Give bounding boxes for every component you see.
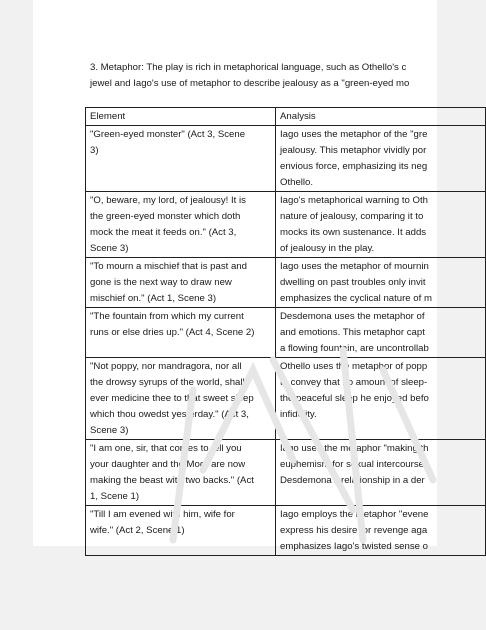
analysis-cell-line: Iago uses the metaphor of the "gre — [280, 129, 428, 140]
element-cell-line: "Not poppy, nor mandragora, nor all — [90, 361, 242, 372]
header-element: Element — [86, 108, 276, 126]
analysis-cell-line: of jealousy in the play. — [280, 243, 375, 254]
table-row — [86, 358, 486, 440]
table-row — [86, 258, 486, 308]
analysis-cell-line: Iago uses the metaphor of mournin — [280, 261, 429, 272]
document-page — [33, 0, 437, 552]
table-row — [86, 440, 486, 506]
element-cell-line: "I am one, sir, that comes to tell you — [90, 443, 242, 454]
analysis-cell-line: jealousy. This metaphor vividly por — [280, 145, 427, 156]
analysis-cell — [276, 358, 486, 440]
element-cell — [86, 358, 276, 440]
analysis-cell — [276, 126, 486, 192]
table-row — [86, 506, 486, 556]
analysis-cell-line: emphasizes Iago's twisted sense o — [280, 541, 428, 552]
element-cell-line: your daughter and the Moor are now — [90, 459, 246, 470]
element-cell-line: "To mourn a mischief that is past and — [90, 261, 247, 272]
analysis-cell-line: to convey that no amount of sleep- — [280, 377, 428, 388]
analysis-cell-line: Iago employs the metaphor "evene — [280, 509, 429, 520]
analysis-cell-line: Desdemona uses the metaphor of — [280, 311, 425, 322]
element-cell-line: "Green-eyed monster" (Act 3, Scene — [90, 129, 246, 140]
table-header-row — [86, 108, 486, 126]
analysis-cell-line: infidelity. — [280, 409, 317, 420]
element-cell — [86, 440, 276, 506]
analysis-cell — [276, 192, 486, 258]
intro-line: 3. Metaphor: The play is rich in metaphorical language, such as Othello's c — [90, 62, 407, 73]
element-cell-line: mock the meat it feeds on." (Act 3, — [90, 227, 237, 238]
element-cell-line: "The fountain from which my current — [90, 311, 244, 322]
intro-paragraph — [90, 60, 450, 92]
intro-line: jewel and Iago's use of metaphor to describe jealousy as a "green-eyed mo — [90, 78, 410, 89]
analysis-cell-line: the peaceful sleep he enjoyed befo — [280, 393, 429, 404]
element-cell-line: 1, Scene 1) — [90, 491, 140, 502]
analysis-cell-line: Iago's metaphorical warning to Oth — [280, 195, 428, 206]
analysis-cell-line: mocks its own sustenance. It adds — [280, 227, 427, 238]
analysis-cell-line: a flowing fountain, are uncontrollab — [280, 343, 429, 354]
analysis-cell — [276, 258, 486, 308]
table-row — [86, 126, 486, 192]
element-cell-line: Scene 3) — [90, 425, 129, 436]
element-cell-line: the green-eyed monster which doth — [90, 211, 241, 222]
table-row — [86, 308, 486, 358]
element-cell-line: which thou owedst yesterday." (Act 3, — [90, 409, 249, 420]
analysis-cell-line: nature of jealousy, comparing it to — [280, 211, 424, 222]
element-cell-line: wife." (Act 2, Scene 1) — [90, 525, 185, 536]
analysis-cell-line: Othello. — [280, 177, 314, 188]
element-cell-line: making the beast with two backs." (Act — [90, 475, 254, 486]
element-cell-line: Scene 3) — [90, 243, 129, 254]
element-cell — [86, 308, 276, 358]
element-cell-line: 3) — [90, 145, 99, 156]
element-cell — [86, 126, 276, 192]
analysis-cell — [276, 308, 486, 358]
element-cell-line: "Till I am evened with him, wife for — [90, 509, 235, 520]
element-cell-line: ever medicine thee to that sweet sleep — [90, 393, 254, 404]
metaphor-table-container — [85, 107, 485, 556]
element-cell-line: "O, beware, my lord, of jealousy! It is — [90, 195, 246, 206]
metaphor-table — [85, 107, 486, 556]
analysis-cell-line: and emotions. This metaphor capt — [280, 327, 425, 338]
table-row — [86, 192, 486, 258]
analysis-cell-line: dwelling on past troubles only invit — [280, 277, 426, 288]
element-cell-line: gone is the next way to draw new — [90, 277, 232, 288]
analysis-cell — [276, 440, 486, 506]
element-cell — [86, 258, 276, 308]
analysis-cell-line: envious force, emphasizing its neg — [280, 161, 428, 172]
element-cell-line: the drowsy syrups of the world, shall — [90, 377, 245, 388]
analysis-cell-line: Othello uses the metaphor of popp — [280, 361, 428, 372]
analysis-cell-line: Iago uses the metaphor "making th — [280, 443, 429, 454]
element-cell-line: mischief on." (Act 1, Scene 3) — [90, 293, 217, 304]
analysis-cell-line: euphemism for sexual intercourse, — [280, 459, 427, 470]
element-cell-line: runs or else dries up." (Act 4, Scene 2) — [90, 327, 255, 338]
element-cell — [86, 192, 276, 258]
element-cell — [86, 506, 276, 556]
analysis-cell-line: emphasizes the cyclical nature of m — [280, 293, 432, 304]
analysis-cell-line: express his desire for revenge aga — [280, 525, 428, 536]
analysis-cell — [276, 506, 486, 556]
table-body — [86, 126, 486, 556]
header-analysis: Analysis — [276, 108, 486, 126]
analysis-cell-line: Desdemona's relationship in a der — [280, 475, 425, 486]
